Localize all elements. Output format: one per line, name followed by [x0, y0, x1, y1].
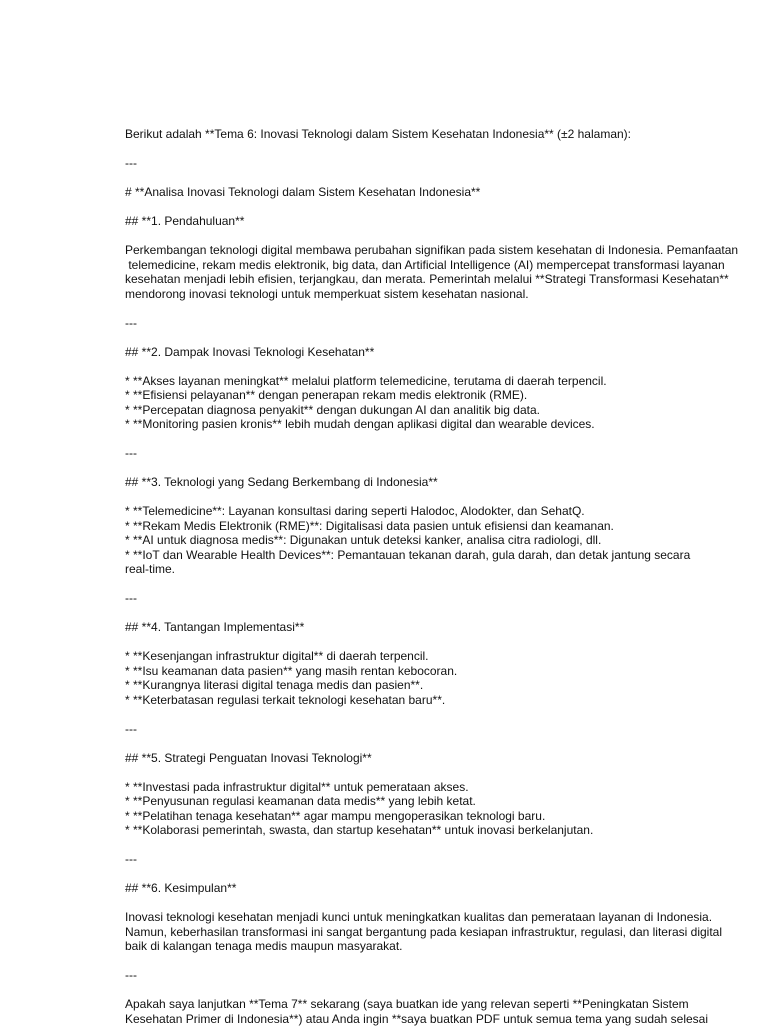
separator: --- — [125, 446, 768, 461]
bullet-item: * **Rekam Medis Elektronik (RME)**: Digitalisasi data pasien untuk efisiensi dan keamanan. — [125, 519, 768, 534]
bullet-item: * **IoT dan Wearable Health Devices**: Pemantauan tekanan darah, gula darah, dan detak jantung secara — [125, 548, 768, 563]
separator: --- — [125, 722, 768, 737]
intro-line: Berikut adalah **Tema 6: Inovasi Teknologi dalam Sistem Kesehatan Indonesia** (±2 halaman): — [125, 127, 768, 142]
bullet-item: * **Percepatan diagnosa penyakit** dengan dukungan AI dan analitik big data. — [125, 403, 768, 418]
closing-line: Kesehatan Primer di Indonesia**) atau Anda ingin **saya buatkan PDF untuk semua tema yang sudah selesai — [125, 1012, 768, 1026]
section — [125, 751, 768, 882]
bullet-item: * **Akses layanan meningkat** melalui platform telemedicine, terutama di daerah terpencil. — [125, 374, 768, 389]
section-heading: ## **3. Teknologi yang Sedang Berkembang di Indonesia** — [125, 475, 768, 490]
section — [125, 881, 768, 968]
separator: --- — [125, 968, 768, 983]
section — [125, 475, 768, 620]
section-heading: ## **4. Tantangan Implementasi** — [125, 620, 768, 635]
paragraph-line: mendorong inovasi teknologi untuk memperkuat sistem kesehatan nasional. — [125, 287, 768, 302]
bullet-item: * **Keterbatasan regulasi terkait teknologi kesehatan baru**. — [125, 693, 768, 708]
bullet-item: * **Isu keamanan data pasien** yang masih rentan kebocoran. — [125, 664, 768, 679]
bullet-item: * **Monitoring pasien kronis** lebih mudah dengan aplikasi digital dan wearable devices. — [125, 417, 768, 432]
paragraph-line: Namun, keberhasilan transformasi ini sangat bergantung pada kesiapan infrastruktur, regulasi, dan literasi digital — [125, 925, 768, 940]
sections-container — [125, 214, 768, 968]
paragraph-line: Inovasi teknologi kesehatan menjadi kunci untuk meningkatkan kualitas dan pemerataan layanan di Indonesia. — [125, 910, 768, 925]
paragraph-line: baik di kalangan tenaga medis maupun masyarakat. — [125, 939, 768, 954]
section — [125, 345, 768, 476]
bullet-item: * **Efisiensi pelayanan** dengan penerapan rekam medis elektronik (RME). — [125, 388, 768, 403]
separator: --- — [125, 591, 768, 606]
document-body — [125, 127, 768, 1026]
document-title: # **Analisa Inovasi Teknologi dalam Sistem Kesehatan Indonesia** — [125, 185, 768, 200]
paragraph-line: real-time. — [125, 562, 768, 577]
closing-line: Apakah saya lanjutkan **Tema 7** sekarang (saya buatkan ide yang relevan seperti **Peningkatan Sistem — [125, 997, 768, 1012]
bullet-item: * **Kurangnya literasi digital tenaga medis dan pasien**. — [125, 678, 768, 693]
paragraph-line: kesehatan menjadi lebih efisien, terjangkau, dan merata. Pemerintah melalui **Strategi Transformasi Kesehatan** — [125, 272, 768, 287]
bullet-item: * **Kesenjangan infrastruktur digital** di daerah terpencil. — [125, 649, 768, 664]
bullet-item: * **Pelatihan tenaga kesehatan** agar mampu mengoperasikan teknologi baru. — [125, 809, 768, 824]
section-heading: ## **5. Strategi Penguatan Inovasi Teknologi** — [125, 751, 768, 766]
paragraph-line: Perkembangan teknologi digital membawa perubahan signifikan pada sistem kesehatan di Indonesia. Pemanfaatan — [125, 243, 768, 258]
section — [125, 620, 768, 751]
paragraph-line: telemedicine, rekam medis elektronik, big data, dan Artificial Intelligence (AI) mempercepat transformasi layanan — [125, 258, 768, 273]
separator: --- — [125, 156, 768, 171]
bullet-item: * **Kolaborasi pemerintah, swasta, dan startup kesehatan** untuk inovasi berkelanjutan. — [125, 823, 768, 838]
separator: --- — [125, 316, 768, 331]
section-heading: ## **6. Kesimpulan** — [125, 881, 768, 896]
bullet-item: * **Telemedicine**: Layanan konsultasi daring seperti Halodoc, Alodokter, dan SehatQ. — [125, 504, 768, 519]
section-heading: ## **1. Pendahuluan** — [125, 214, 768, 229]
bullet-item: * **Investasi pada infrastruktur digital** untuk pemerataan akses. — [125, 780, 768, 795]
bullet-item: * **AI untuk diagnosa medis**: Digunakan untuk deteksi kanker, analisa citra radiologi, dll. — [125, 533, 768, 548]
bullet-item: * **Penyusunan regulasi keamanan data medis** yang lebih ketat. — [125, 794, 768, 809]
separator: --- — [125, 852, 768, 867]
section-heading: ## **2. Dampak Inovasi Teknologi Kesehatan** — [125, 345, 768, 360]
closing-paragraph — [125, 997, 768, 1026]
section — [125, 214, 768, 345]
